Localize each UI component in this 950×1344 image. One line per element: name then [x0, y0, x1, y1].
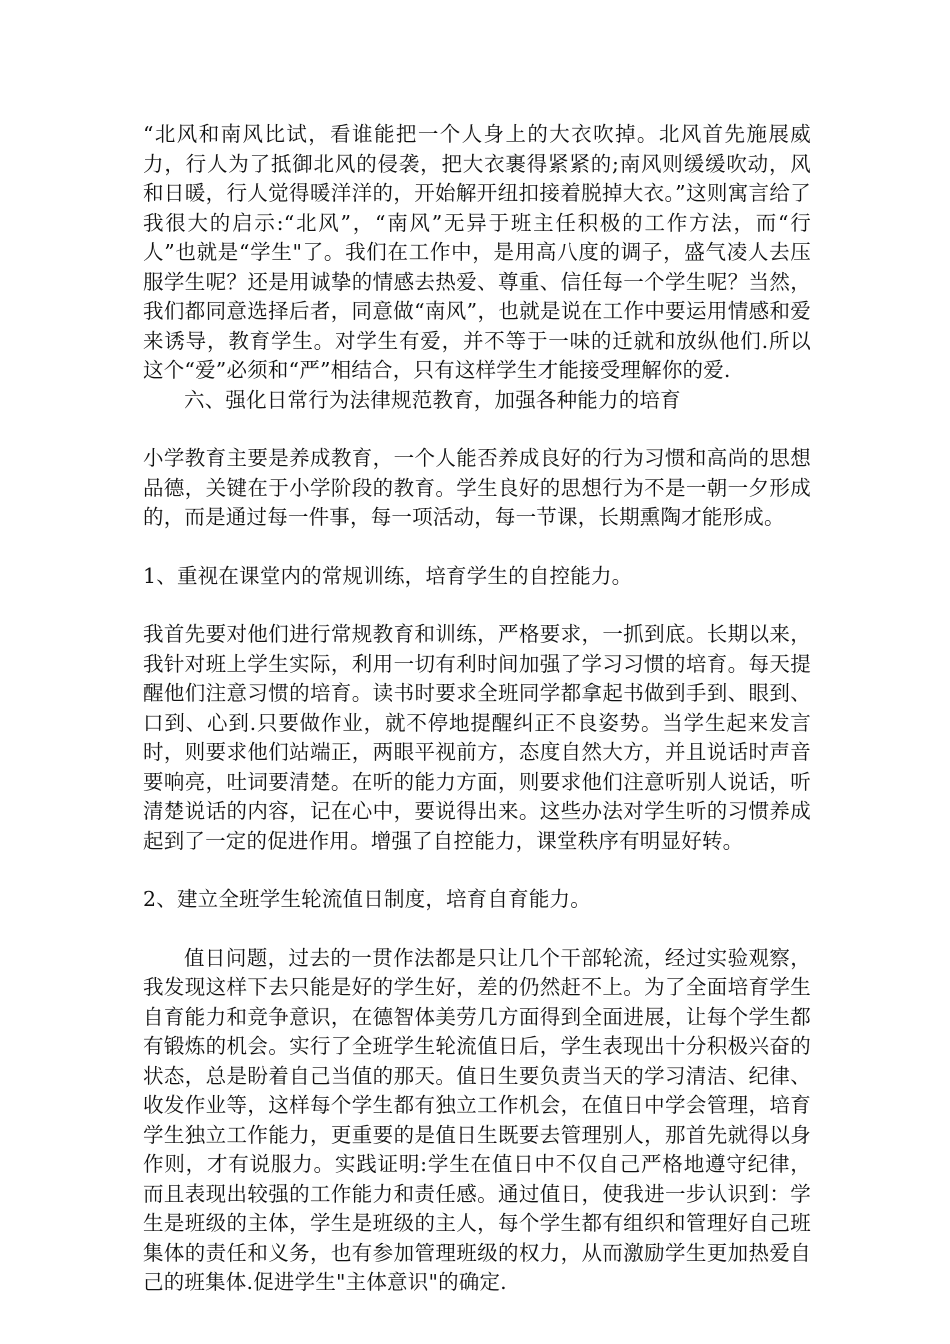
paragraph-duty-system: 值日问题，过去的一贯作法都是只让几个干部轮流，经过实验观察，我发现这样下去只能是好的学生好，差的仍然赶不上。为了全面培育学生自育能力和竞争意识，在德智体美劳几方面得到全面进展，让每个学生都有锻炼的机会。实行了全班学生轮流值日后，学生表现出十分积极兴奋的状态，总是盼着自己当值的那天。值日生要负责当天的学习清洁、纪律、收发作业等，这样每个学生都有独立工作机会，在值日中学会管理，培育学生独立工作能力，更重要的是值日生既要去管理别人，那首先就得以身作则，才有说服力。实践证明:学生在值日中不仅自己严格地遵守纪律，而且表现出较强的工作能力和责任感。通过值日，使我进一步认识到：学生是班级的主体，学生是班级的主人，每个学生都有组织和管理好自己班集体的责任和义务，也有参加管理班级的权力，从而激励学生更加热爱自己的班集体.促进学生"主体意识"的确定.	[143, 945, 811, 1294]
document-body	[143, 120, 811, 1298]
section-heading-six: 六、强化日常行为法律规范教育，加强各种能力的培育	[184, 387, 681, 412]
subheading-duty-system: 2、建立全班学生轮流值日制度，培育自育能力。	[143, 887, 591, 911]
subheading-classroom-training: 1、重视在课堂内的常规训练，培育学生的自控能力。	[143, 563, 633, 588]
paragraph-primary-education: 小学教育主要是养成教育，一个人能否养成良好的行为习惯和高尚的思想品德，关键在于小学阶段的教育。学生良好的思想行为不是一朝一夕形成的，而是通过每一件事，每一项活动，每一节课，长期熏陶才能形成。	[143, 446, 811, 529]
paragraph-fable: “北风和南风比试，看谁能把一个人身上的大衣吹掉。北风首先施展威力，行人为了抵御北风的侵袭，把大衣裹得紧紧的;南风则缓缓吹动，风和日暖，行人觉得暖洋洋的，开始解开纽扣接着脱掉大衣。”这则寓言给了我很大的启示:“北风”，“南风”无异于班主任积极的工作方法，而“行人”也就是“学生"了。我们在工作中，是用高八度的调子，盛气凌人去压服学生呢？还是用诚挚的情感去热爱、尊重、信任每一个学生呢？当然，我们都同意选择后者，同意做“南风”，也就是说在工作中要运用情感和爱来诱导，教育学生。对学生有爱，并不等于一味的迁就和放纵他们.所以这个“爱”必须和“严”相结合，只有这样学生才能接受理解你的爱.	[143, 122, 811, 382]
paragraph-classroom-training: 我首先要对他们进行常规教育和训练，严格要求，一抓到底。长期以来，我针对班上学生实际，利用一切有利时间加强了学习习惯的培育。每天提醒他们注意习惯的培育。读书时要求全班同学都拿起书做到手到、眼到、口到、心到.只要做作业，就不停地提醒纠正不良姿势。当学生起来发言时，则要求他们站端正，两眼平视前方，态度自然大方，并且说话时声音要响亮，吐词要清楚。在听的能力方面，则要求他们注意听别人说话，听清楚说话的内容，记在心中，要说得出来。这些办法对学生听的习惯养成起到了一定的促进作用。增强了自控能力，课堂秩序有明显好转。	[143, 622, 811, 853]
